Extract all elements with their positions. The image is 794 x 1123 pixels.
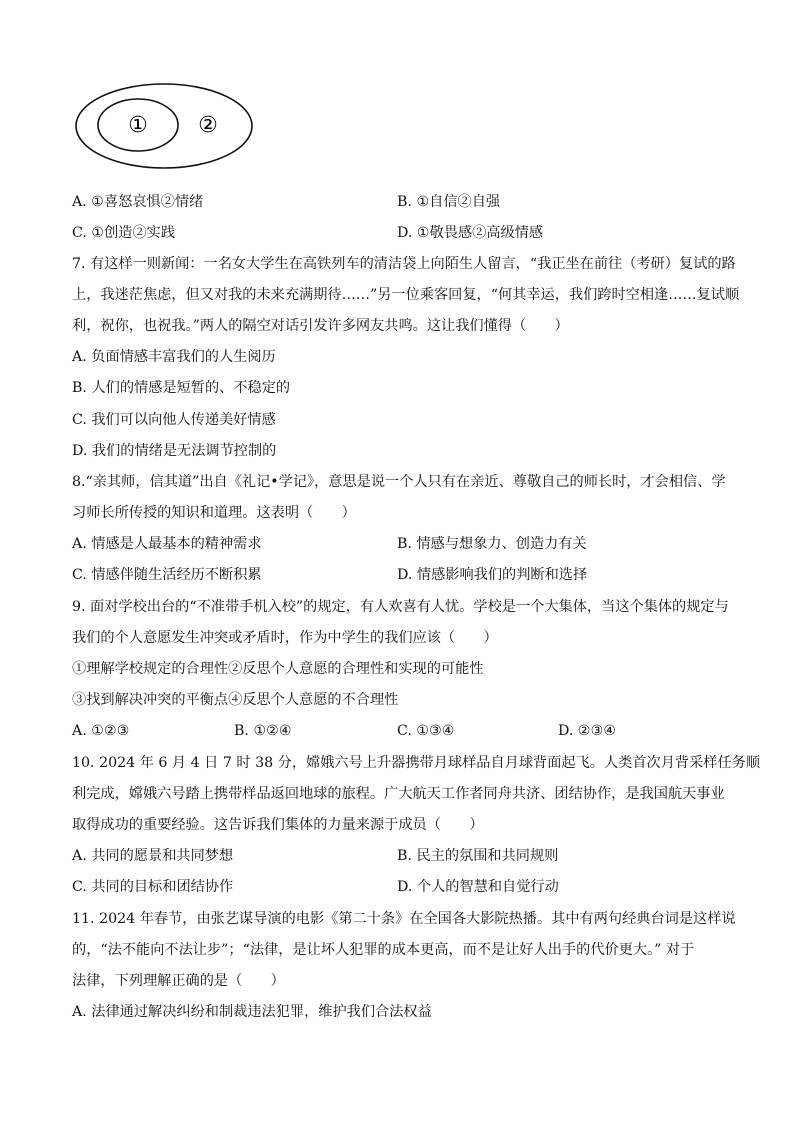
q7-option-c: C. 我们可以向他人传递美好情感 <box>72 412 276 428</box>
q10-option-b: B. 民主的氛围和共同规则 <box>397 848 559 864</box>
q6-option-d: D. ①敬畏感②高级情感 <box>397 225 544 241</box>
q8-option-a: A. 情感是人最基本的精神需求 <box>72 536 262 552</box>
q8-stem-line-2: 习师长所传授的知识和道理。这表明（ ） <box>72 505 356 521</box>
q7-stem-line-2: 上，我迷茫焦虑，但又对我的未来充满期待……”另一位乘客回复，“何其幸运，我们跨时空相逢……复试顺 <box>72 287 740 303</box>
inner-label: ① <box>128 113 148 138</box>
q6-option-c: C. ①创造②实践 <box>72 225 176 241</box>
q10-option-d: D. 个人的智慧和自觉行动 <box>397 879 559 895</box>
outer-ellipse <box>76 84 252 168</box>
q9-statement-line-2: ③找到解决冲突的平衡点④反思个人意愿的不合理性 <box>72 692 399 708</box>
q8-option-d: D. 情感影响我们的判断和选择 <box>397 567 588 583</box>
q9-option-d: D. ②③④ <box>558 723 617 739</box>
q9-stem-line-2: 我们的个人意愿发生冲突或矛盾时，作为中学生的我们应该（ ） <box>72 630 498 646</box>
q9-stem-line-1: 9. 面对学校出台的“不准带手机入校”的规定，有人欢喜有人忧。学校是一个大集体，当这个集体的规定与 <box>72 599 729 615</box>
q11-stem-line-3: 法律，下列理解正确的是（ ） <box>72 973 285 989</box>
q11-stem-line-2: 的，“法不能向不法让步”；“法律，是让坏人犯罪的成本更高，而不是让好人出手的代价更大。” 对于 <box>72 942 695 958</box>
q9-option-c: C. ①③④ <box>397 723 455 739</box>
q9-option-a: A. ①②③ <box>72 723 130 739</box>
q9-option-b: B. ①②④ <box>234 723 292 739</box>
q7-option-b: B. 人们的情感是短暂的、不稳定的 <box>72 380 291 396</box>
q7-option-d: D. 我们的情绪是无法调节控制的 <box>72 443 277 459</box>
q9-statement-line-1: ①理解学校规定的合理性②反思个人意愿的合理性和实现的可能性 <box>72 661 484 677</box>
q11-option-a: A. 法律通过解决纠纷和制裁违法犯罪，维护我们合法权益 <box>72 1004 432 1020</box>
q10-option-c: C. 共同的目标和团结协作 <box>72 879 234 895</box>
q6-option-b: B. ①自信②自强 <box>397 194 501 210</box>
q10-stem-line-3: 取得成功的重要经验。这告诉我们集体的力量来源于成员（ ） <box>72 817 484 833</box>
outer-label: ② <box>198 113 218 138</box>
q8-stem-line-1: 8.“亲其师，信其道”出自《礼记•学记》，意思是说一个人只有在亲近、尊敬自己的师长时，才会相信、学 <box>72 474 726 490</box>
q8-option-c: C. 情感伴随生活经历不断积累 <box>72 567 262 583</box>
q7-stem-line-1: 7. 有这样一则新闻：一名女大学生在高铁列车的清洁袋上向陌生人留言，“我正坐在前往（考研）复试的路 <box>72 256 736 272</box>
q10-stem-line-2: 利完成，嫦娥六号踏上携带样品返回地球的旅程。广大航天工作者同舟共济、团结协作，是我国航天事业 <box>72 786 725 802</box>
q7-stem-line-3: 利，祝你，也祝我。”两人的隔空对话引发许多网友共鸣。这让我们懂得（ ） <box>72 318 569 334</box>
q6-option-a: A. ①喜怒哀惧②情绪 <box>72 194 204 210</box>
q10-option-a: A. 共同的愿景和共同梦想 <box>72 848 234 864</box>
q10-stem-line-1: 10. 2024 年 6 月 4 日 7 时 38 分，嫦娥六号上升器携带月球样品自月球背面起飞。人类首次月背采样任务顺 <box>72 755 761 771</box>
q11-stem-line-1: 11. 2024 年春节，由张艺谋导演的电影《第二十条》在全国各大影院热播。其中有两句经典台词是这样说 <box>72 911 736 927</box>
q8-option-b: B. 情感与想象力、创造力有关 <box>397 536 587 552</box>
venn-diagram <box>74 82 254 170</box>
q7-option-a: A. 负面情感丰富我们的人生阅历 <box>72 349 276 365</box>
